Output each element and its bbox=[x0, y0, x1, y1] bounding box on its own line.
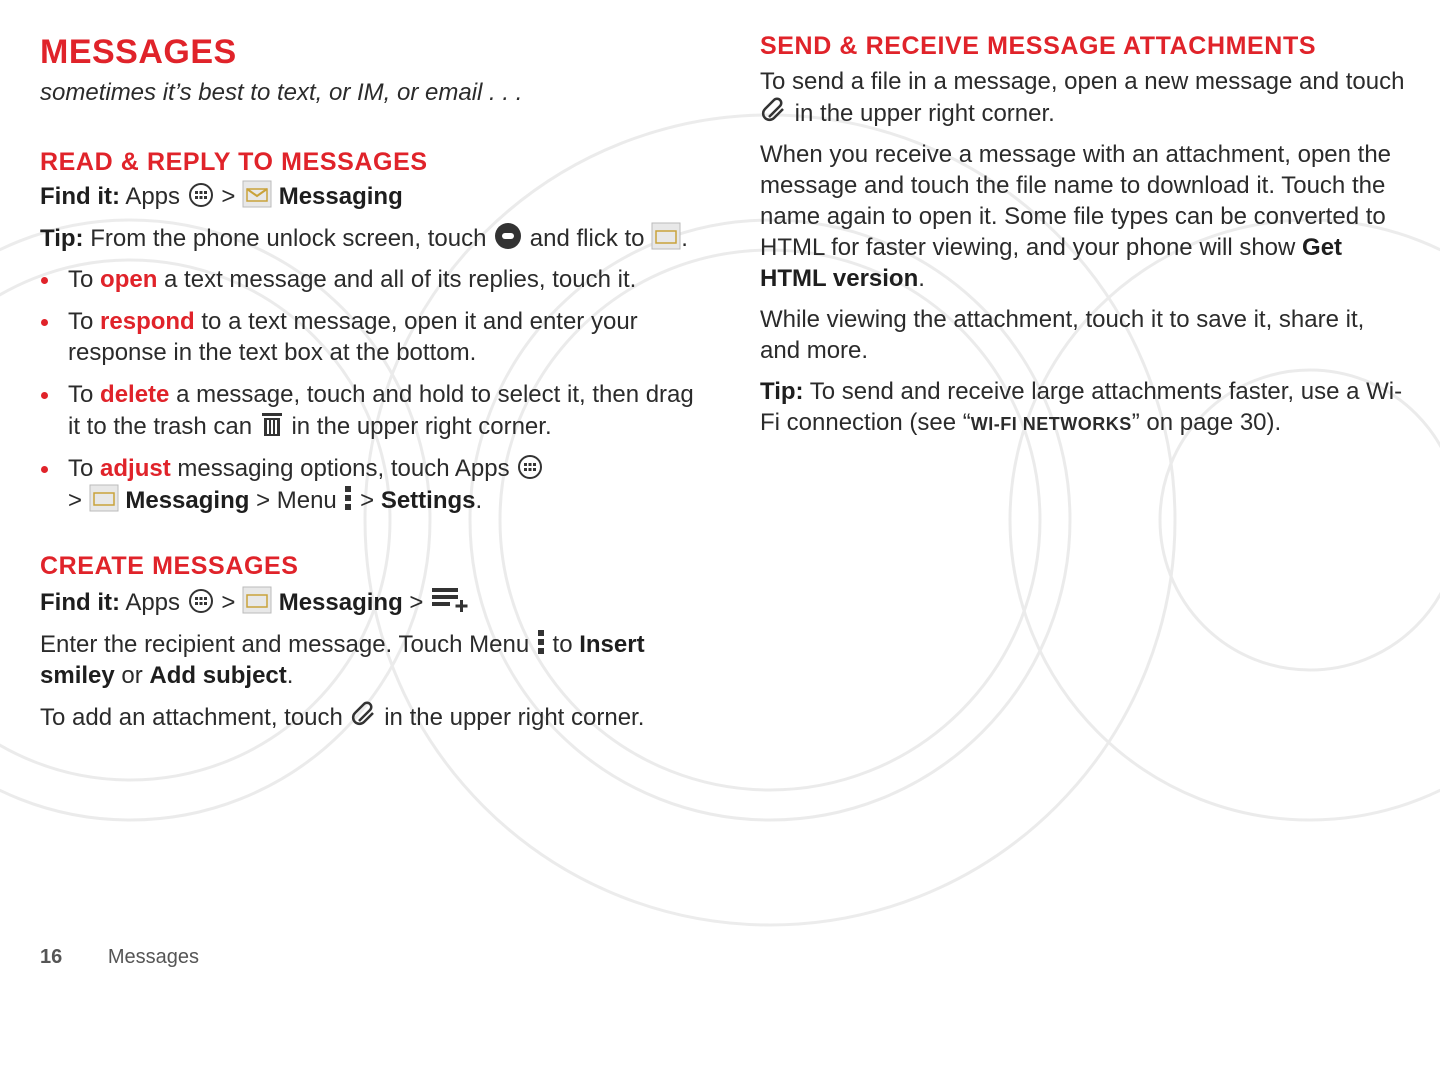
read-find-it bbox=[40, 180, 700, 212]
attachments-para-2 bbox=[760, 139, 1410, 294]
para-text: in the upper right corner. bbox=[794, 100, 1055, 127]
bullet-keyword: adjust bbox=[100, 455, 171, 482]
menu-icon bbox=[536, 628, 546, 656]
find-it-label: Find it: bbox=[40, 183, 120, 210]
attachment-icon bbox=[760, 97, 788, 125]
apps-text: Apps bbox=[125, 589, 181, 616]
bullet-text: To bbox=[68, 308, 94, 335]
para-text: to bbox=[552, 631, 573, 658]
bullet-text: to a text message, open it and enter your response in the text box at the bottom. bbox=[68, 308, 638, 366]
read-bullets bbox=[40, 264, 700, 516]
gt-separator: > bbox=[68, 487, 83, 514]
para-text: Enter the recipient and message. Touch Menu bbox=[40, 631, 530, 658]
read-tip bbox=[40, 222, 700, 254]
para-text: or bbox=[121, 662, 143, 689]
settings-label: Settings bbox=[380, 487, 476, 514]
apps-icon bbox=[187, 182, 215, 208]
period: . bbox=[475, 487, 483, 514]
right-column bbox=[760, 30, 1410, 440]
bullet-keyword: delete bbox=[100, 381, 170, 408]
bullet-text: a text message and all of its replies, touch it. bbox=[164, 266, 637, 293]
para-text: When you receive a message with an attachment, open the message and touch the file name to download it. Touch the name again to open it. Some file types can be converted to HTML for faster viewing, and your phone will show bbox=[760, 141, 1392, 261]
para-text: To add an attachment, touch bbox=[40, 704, 343, 731]
find-it-label: Find it: bbox=[40, 589, 120, 616]
attachments-heading: SEND & RECEIVE MESSAGE ATTACHMENTS bbox=[760, 32, 1317, 60]
para-text: ” on page 30). bbox=[1131, 409, 1282, 436]
period: . bbox=[918, 265, 925, 292]
new-message-icon bbox=[430, 584, 470, 614]
footer-section: Messages bbox=[107, 946, 199, 968]
read-reply-heading: READ & REPLY TO MESSAGES bbox=[40, 148, 428, 176]
list-item bbox=[40, 264, 700, 295]
gt-separator: > bbox=[360, 487, 375, 514]
messaging-icon bbox=[242, 180, 272, 208]
page-footer bbox=[40, 946, 199, 969]
unlock-icon bbox=[493, 222, 523, 250]
page-title: MESSAGES bbox=[40, 33, 237, 71]
apps-icon bbox=[187, 588, 215, 614]
attachments-para-3: While viewing the attachment, touch it to save it, share it, and more. bbox=[760, 306, 1365, 364]
bullet-text: messaging options, touch Apps bbox=[177, 455, 510, 482]
create-find-it bbox=[40, 584, 700, 618]
bullet-keyword: open bbox=[100, 266, 158, 293]
attachment-icon bbox=[350, 701, 378, 729]
apps-text: Apps bbox=[125, 183, 181, 210]
messaging-label: Messaging bbox=[278, 183, 403, 210]
gt-separator: > bbox=[221, 589, 236, 616]
para-text: To send a file in a message, open a new message and touch bbox=[760, 68, 1405, 95]
bullet-text: To bbox=[68, 266, 94, 293]
list-item bbox=[40, 379, 700, 442]
gt-separator: > bbox=[221, 183, 236, 210]
para-text: in the upper right corner. bbox=[384, 704, 645, 731]
apps-icon bbox=[516, 454, 544, 480]
tip-text-2: and flick to bbox=[529, 225, 645, 252]
bullet-text: To bbox=[68, 455, 94, 482]
create-para-2 bbox=[40, 701, 700, 733]
wifi-networks-link[interactable]: WI-FI NETWORKS bbox=[970, 414, 1132, 434]
bullet-text: To bbox=[68, 381, 94, 408]
add-subject-label: Add subject bbox=[149, 662, 287, 689]
bullet-text: in the upper right corner. bbox=[291, 413, 552, 440]
tip-label: Tip: bbox=[760, 378, 804, 405]
create-para-1 bbox=[40, 628, 700, 691]
menu-icon bbox=[343, 484, 353, 512]
bullet-keyword: respond bbox=[100, 308, 195, 335]
period: . bbox=[286, 662, 294, 689]
messaging-icon bbox=[651, 222, 681, 250]
bullet-text: a message, touch and hold to select it, then drag it to the trash can bbox=[68, 381, 694, 440]
trash-icon bbox=[259, 410, 285, 438]
attachments-para-1 bbox=[760, 66, 1410, 129]
tip-text-1: From the phone unlock screen, touch bbox=[90, 225, 487, 252]
list-item bbox=[40, 306, 700, 368]
messaging-icon bbox=[242, 586, 272, 614]
left-column bbox=[40, 30, 700, 733]
messaging-label: Messaging bbox=[278, 589, 403, 616]
get-html-version-label: Get HTML version bbox=[760, 234, 1343, 292]
list-item bbox=[40, 453, 700, 516]
messaging-icon bbox=[89, 484, 119, 512]
page-number: 16 bbox=[40, 946, 63, 968]
gt-separator: > bbox=[409, 589, 424, 616]
create-heading: CREATE MESSAGES bbox=[40, 552, 299, 580]
attachments-tip bbox=[760, 376, 1410, 440]
tip-label: Tip: bbox=[40, 225, 84, 252]
tip-period: . bbox=[681, 225, 688, 252]
insert-smiley-label: Insert smiley bbox=[40, 631, 645, 689]
messaging-label: Messaging bbox=[125, 487, 250, 514]
para-text: To send and receive large attachments faster, use a Wi-Fi connection (see “ bbox=[760, 378, 1403, 436]
menu-text: > Menu bbox=[256, 487, 337, 514]
subtitle: sometimes it’s best to text, or IM, or email . . . bbox=[40, 79, 523, 106]
